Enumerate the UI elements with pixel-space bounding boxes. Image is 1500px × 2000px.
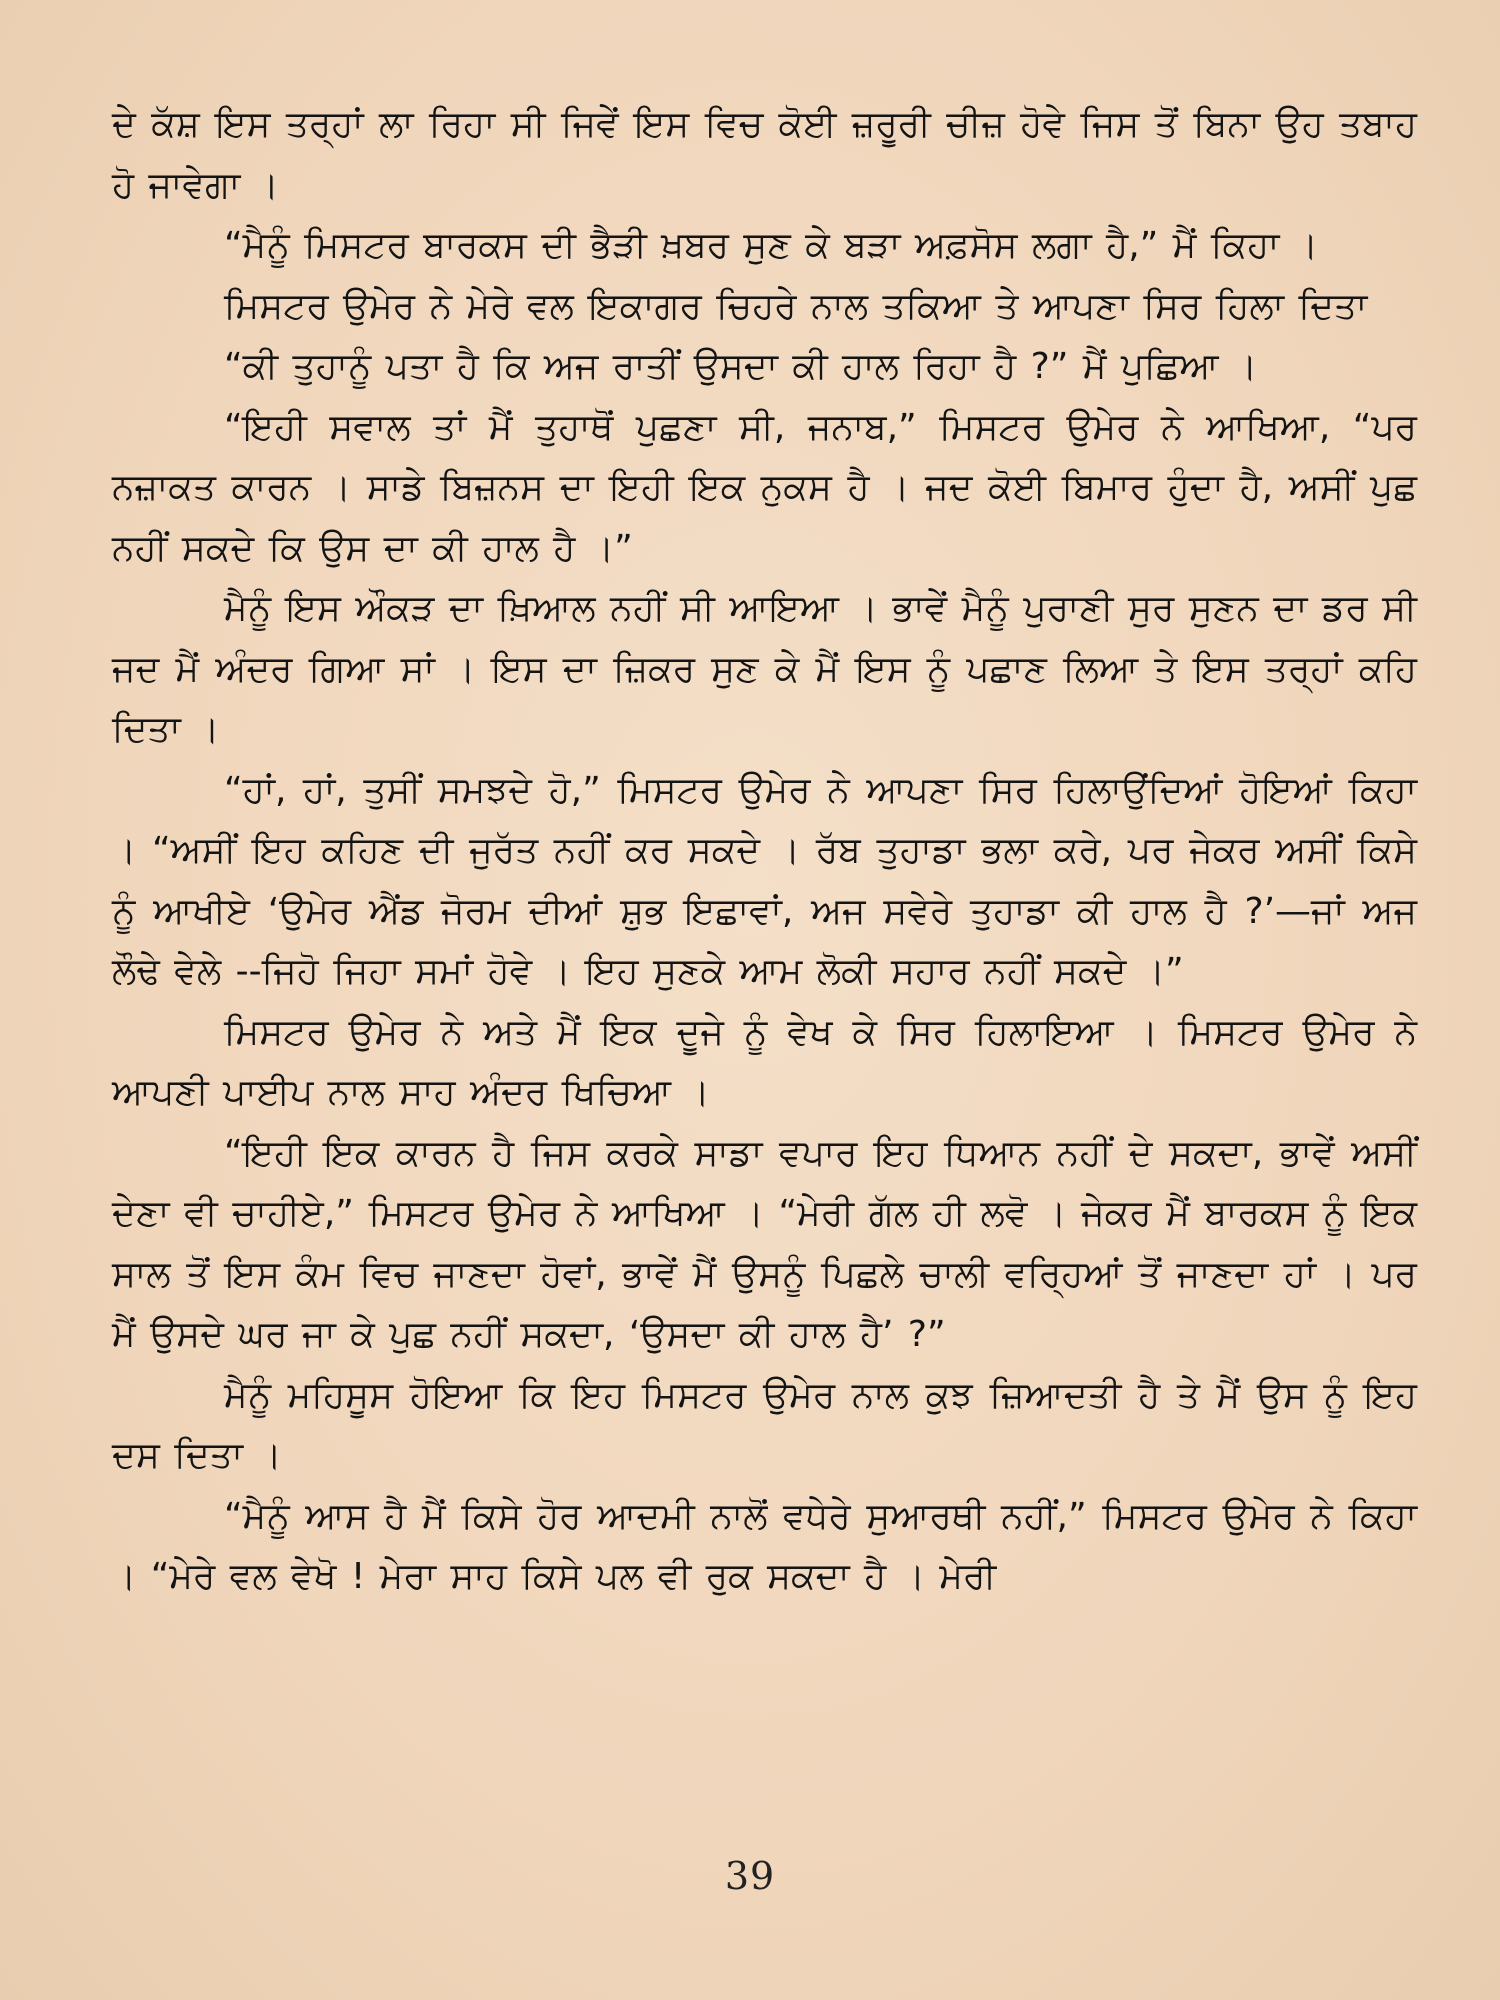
paragraph-1: ਦੇ ਕੱਸ਼ ਇਸ ਤਰ੍ਹਾਂ ਲਾ ਰਿਹਾ ਸੀ ਜਿਵੇਂ ਇਸ ਵਿਚ ਕੋਈ ਜ਼ਰੂਰੀ ਚੀਜ਼ ਹੋਵੇ ਜਿਸ ਤੋਂ ਬਿਨਾ ਉਹ ਤਬਾਹ ਹੋ ਜਾਵੇਗਾ ।: [112, 104, 1417, 206]
paragraph-8: ਮਿਸਟਰ ਉਮੇਰ ਨੇ ਅਤੇ ਮੈਂ ਇਕ ਦੂਜੇ ਨੂੰ ਵੇਖ ਕੇ ਸਿਰ ਹਿਲਾਇਆ । ਮਿਸਟਰ ਉਮੇਰ ਨੇ ਆਪਣੀ ਪਾਈਪ ਨਾਲ ਸਾਹ ਅੰਦਰ ਖਿਚਿਆ ।: [112, 1011, 1417, 1113]
paragraph-9: “ਇਹੀ ਇਕ ਕਾਰਨ ਹੈ ਜਿਸ ਕਰਕੇ ਸਾਡਾ ਵਪਾਰ ਇਹ ਧਿਆਨ ਨਹੀਂ ਦੇ ਸਕਦਾ, ਭਾਵੇਂ ਅਸੀਂ ਦੇਣਾ ਵੀ ਚਾਹੀਏ,” ਮਿਸਟਰ ਉਮੇਰ ਨੇ ਆਖਿਆ । “ਮੇਰੀ ਗੱਲ ਹੀ ਲਵੋ । ਜੇਕਰ ਮੈਂ ਬਾਰਕਸ ਨੂੰ ਇਕ ਸਾਲ ਤੋਂ ਇਸ ਕੰਮ ਵਿਚ ਜਾਣਦਾ ਹੋਵਾਂ, ਭਾਵੇਂ ਮੈਂ ਉਸਨੂੰ ਪਿਛਲੇ ਚਾਲੀ ਵਰ੍ਹਿਆਂ ਤੋਂ ਜਾਣਦਾ ਹਾਂ । ਪਰ ਮੈਂ ਉਸਦੇ ਘਰ ਜਾ ਕੇ ਪੁਛ ਨਹੀਂ ਸਕਦਾ, ‘ਉਸਦਾ ਕੀ ਹਾਲ ਹੈ’ ?”: [112, 1132, 1417, 1355]
paragraph-11: “ਮੈਨੂੰ ਆਸ ਹੈ ਮੈਂ ਕਿਸੇ ਹੋਰ ਆਦਮੀ ਨਾਲੋਂ ਵਧੇਰੇ ਸੁਆਰਥੀ ਨਹੀਂ,” ਮਿਸਟਰ ਉਮੇਰ ਨੇ ਕਿਹਾ । “ਮੇਰੇ ਵਲ ਵੇਖੋ ! ਮੇਰਾ ਸਾਹ ਕਿਸੇ ਪਲ ਵੀ ਰੁਕ ਸਕਦਾ ਹੈ । ਮੇਰੀ: [112, 1495, 1417, 1597]
page-body: [112, 95, 1417, 1608]
paragraph-5: “ਇਹੀ ਸਵਾਲ ਤਾਂ ਮੈਂ ਤੁਹਾਥੋਂ ਪੁਛਣਾ ਸੀ, ਜਨਾਬ,” ਮਿਸਟਰ ਉਮੇਰ ਨੇ ਆਖਿਆ, “ਪਰ ਨਜ਼ਾਕਤ ਕਾਰਨ । ਸਾਡੇ ਬਿਜ਼ਨਸ ਦਾ ਇਹੀ ਇਕ ਨੁਕਸ ਹੈ । ਜਦ ਕੋਈ ਬਿਮਾਰ ਹੁੰਦਾ ਹੈ, ਅਸੀਂ ਪੁਛ ਨਹੀਂ ਸਕਦੇ ਕਿ ਉਸ ਦਾ ਕੀ ਹਾਲ ਹੈ ।”: [112, 406, 1417, 569]
paragraph-3: ਮਿਸਟਰ ਉਮੇਰ ਨੇ ਮੇਰੇ ਵਲ ਇਕਾਗਰ ਚਿਹਰੇ ਨਾਲ ਤਕਿਆ ਤੇ ਆਪਣਾ ਸਿਰ ਹਿਲਾ ਦਿਤਾ: [224, 285, 1368, 327]
page-number: 39: [724, 1854, 776, 1898]
paragraph-6: ਮੈਨੂੰ ਇਸ ਔਕੜ ਦਾ ਖ਼ਿਆਲ ਨਹੀਂ ਸੀ ਆਇਆ । ਭਾਵੇਂ ਮੈਨੂੰ ਪੁਰਾਣੀ ਸੁਰ ਸੁਣਨ ਦਾ ਡਰ ਸੀ ਜਦ ਮੈਂ ਅੰਦਰ ਗਿਆ ਸਾਂ । ਇਸ ਦਾ ਜ਼ਿਕਰ ਸੁਣ ਕੇ ਮੈਂ ਇਸ ਨੂੰ ਪਛਾਣ ਲਿਆ ਤੇ ਇਸ ਤਰ੍ਹਾਂ ਕਹਿ ਦਿਤਾ ।: [112, 588, 1417, 750]
paragraph-2: “ਮੈਨੂੰ ਮਿਸਟਰ ਬਾਰਕਸ ਦੀ ਭੈੜੀ ਖ਼ਬਰ ਸੁਣ ਕੇ ਬੜਾ ਅਫ਼ਸੋਸ ਲਗਾ ਹੈ,” ਮੈਂ ਕਿਹਾ ।: [224, 225, 1319, 266]
paragraph-4: “ਕੀ ਤੁਹਾਨੂੰ ਪਤਾ ਹੈ ਕਿ ਅਜ ਰਾਤੀਂ ਉਸਦਾ ਕੀ ਹਾਲ ਰਿਹਾ ਹੈ ?” ਮੈਂ ਪੁਛਿਆ ।: [224, 346, 1258, 387]
paragraph-7: “ਹਾਂ, ਹਾਂ, ਤੁਸੀਂ ਸਮਝਦੇ ਹੋ,” ਮਿਸਟਰ ਉਮੇਰ ਨੇ ਆਪਣਾ ਸਿਰ ਹਿਲਾਉਂਦਿਆਂ ਹੋਇਆਂ ਕਿਹਾ । “ਅਸੀਂ ਇਹ ਕਹਿਣ ਦੀ ਜੁਰੱਤ ਨਹੀਂ ਕਰ ਸਕਦੇ । ਰੱਬ ਤੁਹਾਡਾ ਭਲਾ ਕਰੇ, ਪਰ ਜੇਕਰ ਅਸੀਂ ਕਿਸੇ ਨੂੰ ਆਖੀਏ ‘ਉਮੇਰ ਐਂਡ ਜੋਰਮ ਦੀਆਂ ਸ਼ੁਭ ਇਛਾਵਾਂ, ਅਜ ਸਵੇਰੇ ਤੁਹਾਡਾ ਕੀ ਹਾਲ ਹੈ ?’—ਜਾਂ ਅਜ ਲੌਢੇ ਵੇਲੇ --ਜਿਹੋ ਜਿਹਾ ਸਮਾਂ ਹੋਵੇ । ਇਹ ਸੁਣਕੇ ਆਮ ਲੋਕੀ ਸਹਾਰ ਨਹੀਂ ਸਕਦੇ ।”: [112, 769, 1417, 992]
paragraph-10: ਮੈਨੂੰ ਮਹਿਸੂਸ ਹੋਇਆ ਕਿ ਇਹ ਮਿਸਟਰ ਉਮੇਰ ਨਾਲ ਕੁਝ ਜ਼ਿਆਦਤੀ ਹੈ ਤੇ ਮੈਂ ਉਸ ਨੂੰ ਇਹ ਦਸ ਦਿਤਾ ।: [112, 1374, 1417, 1476]
